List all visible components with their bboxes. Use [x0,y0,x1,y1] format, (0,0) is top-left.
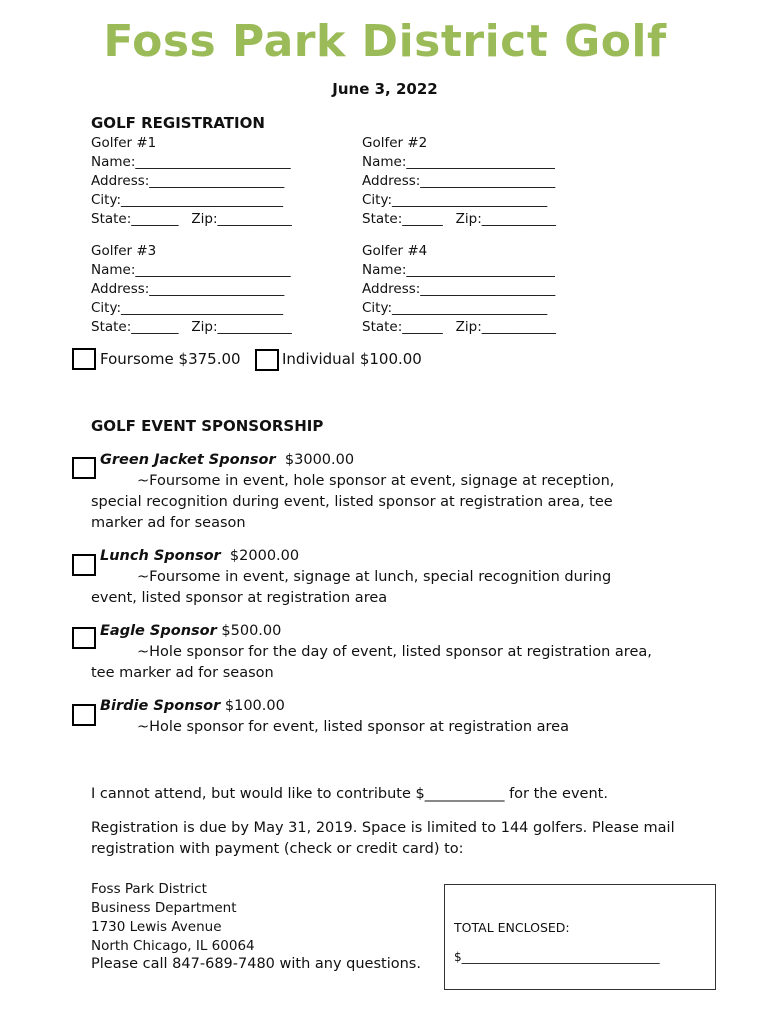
sponsor-description: ~Hole sponsor for the day of event, listed sponsor at registration area, [137,644,652,660]
golfer-label: Golfer #3 [91,243,157,259]
individual-checkbox[interactable] [255,349,279,371]
foursome-checkbox[interactable] [72,348,96,370]
golfer-label: Golfer #1 [91,135,157,151]
name-field[interactable]: Name:_______________________ [91,262,291,278]
golfer-label: Golfer #4 [362,243,428,259]
sponsor-price: $2000.00 [229,548,300,564]
state-zip-field[interactable]: State:______ Zip:___________ [362,211,557,227]
sponsor-name: Green Jacket Sponsor [100,452,276,468]
mailing-address [91,880,255,956]
state-zip-field[interactable]: State:_______ Zip:___________ [91,319,292,335]
city-field[interactable]: City:_______________________ [362,300,548,316]
golfer-1-block [91,134,292,229]
contribute-amount-field[interactable]: ___________ [424,786,505,802]
sponsor-description-cont: special recognition during event, listed sponsor at registration area, tee marker ad for season [91,494,613,531]
page-title: Foss Park District Golf [103,16,667,67]
sponsor-price: $3000.00 [284,452,355,468]
registration-heading: GOLF REGISTRATION [91,114,265,132]
sponsor-description-cont: tee marker ad for season [91,665,274,681]
state-zip-field[interactable]: State:_______ Zip:___________ [91,211,292,227]
name-field[interactable]: Name:______________________ [362,262,555,278]
registration-note: Registration is due by May 31, 2019. Space is limited to 144 golfers. Please mail registration with payment (check or credit card) to: [91,820,675,857]
sponsorship-heading: GOLF EVENT SPONSORSHIP [91,417,324,435]
contribute-line [91,784,691,805]
city-field[interactable]: City:________________________ [91,192,284,208]
address-field[interactable]: Address:____________________ [362,173,556,189]
sponsor-description-cont: event, listed sponsor at registration area [91,590,388,606]
state-zip-field[interactable]: State:______ Zip:___________ [362,319,557,335]
foursome-label: Foursome $375.00 [100,350,241,368]
sponsor-description: ~Hole sponsor for event, listed sponsor at registration area [137,719,569,735]
address-line: North Chicago, IL 60064 [91,938,255,954]
lunch-sponsor [91,546,691,609]
event-date: June 3, 2022 [332,80,438,98]
sponsor-name: Eagle Sponsor [100,623,217,639]
total-amount-field[interactable]: $_________________________________ [454,950,660,964]
sponsor-price: $500.00 [221,623,282,639]
name-field[interactable]: Name:_______________________ [91,154,291,170]
sponsor-name: Birdie Sponsor [100,698,221,714]
individual-label: Individual $100.00 [282,350,422,368]
address-field[interactable]: Address:____________________ [91,281,285,297]
address-line: Foss Park District [91,881,207,897]
address-field[interactable]: Address:____________________ [362,281,556,297]
address-line: Business Department [91,900,237,916]
sponsor-description: ~Foursome in event, signage at lunch, special recognition during [137,569,612,585]
address-field[interactable]: Address:____________________ [91,173,285,189]
phone-note: Please call 847-689-7480 with any questions. [91,956,421,972]
green-jacket-sponsor [91,450,691,534]
golfer-3-block [91,242,292,337]
birdie-sponsor [91,696,691,738]
name-field[interactable]: Name:______________________ [362,154,555,170]
city-field[interactable]: City:_______________________ [362,192,548,208]
golfer-4-block [362,242,556,337]
contribute-text-end: for the event. [504,786,608,802]
golfer-label: Golfer #2 [362,135,428,151]
sponsor-description: ~Foursome in event, hole sponsor at event, signage at reception, [137,473,615,489]
city-field[interactable]: City:________________________ [91,300,284,316]
eagle-sponsor [91,621,691,684]
sponsor-price: $100.00 [224,698,285,714]
total-enclosed-box [444,884,716,990]
address-line: 1730 Lewis Avenue [91,919,222,935]
contribute-text: I cannot attend, but would like to contribute $ [91,786,425,802]
golfer-2-block [362,134,556,229]
total-enclosed-label: TOTAL ENCLOSED: [454,920,570,935]
sponsor-name: Lunch Sponsor [100,548,221,564]
